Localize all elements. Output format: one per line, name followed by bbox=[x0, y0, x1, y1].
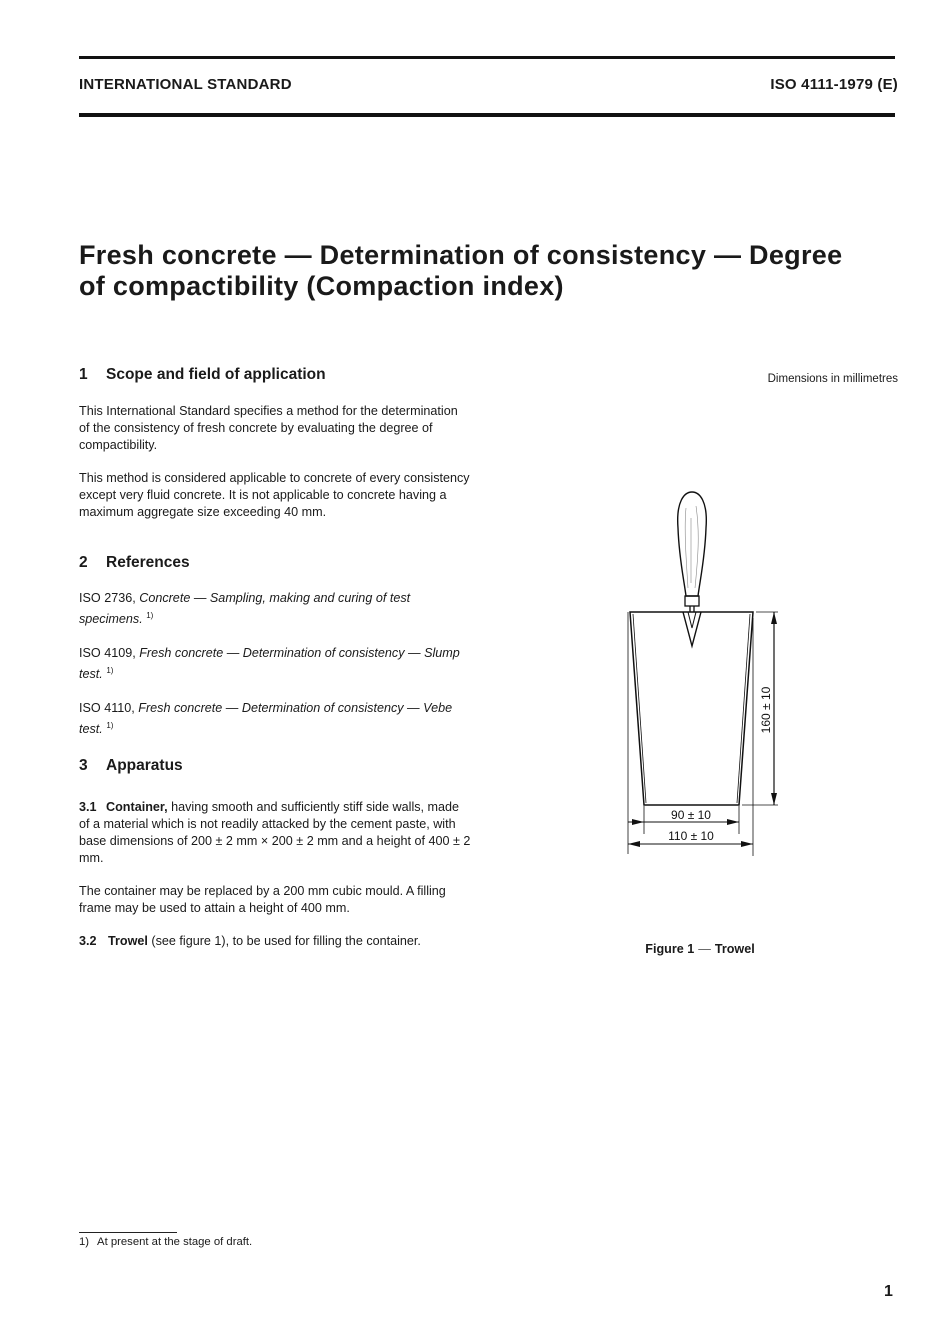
trowel-figure bbox=[618, 488, 778, 858]
footnote-rule bbox=[79, 1232, 177, 1233]
figure-caption-number: Figure 1 bbox=[645, 942, 695, 956]
page-number: 1 bbox=[884, 1283, 893, 1300]
bottom-width-label: 90 ± 10 bbox=[671, 808, 711, 822]
header-right: ISO 4111-1979 (E) bbox=[770, 76, 898, 93]
reference-code: ISO 4109, bbox=[79, 646, 136, 661]
figure-caption bbox=[600, 942, 800, 956]
clause-3-1-text: having smooth and sufficiently stiff side walls, made of a material which is not readily attacked by the cement paste, with base dimensions of 200 ± 2 mm × 200 ± 2 mm and a height of 400 ± 2 mm. bbox=[79, 800, 471, 865]
clause-3-2-term: Trowel bbox=[108, 934, 148, 948]
section-1-heading bbox=[79, 366, 471, 384]
reference-note: 1) bbox=[106, 666, 114, 676]
section-3-title: Apparatus bbox=[106, 757, 183, 774]
header-bottom-rule bbox=[79, 113, 895, 117]
trowel-tang bbox=[683, 612, 701, 646]
trowel-blade bbox=[630, 612, 753, 805]
document-title bbox=[79, 240, 909, 302]
trowel-handle bbox=[678, 492, 707, 596]
section-2 bbox=[79, 554, 471, 739]
reference-code: ISO 2736, bbox=[79, 591, 136, 605]
footnote-mark: 1) bbox=[79, 1236, 90, 1248]
reference-item bbox=[79, 645, 471, 683]
reference-title: Concrete — Sampling, making and curing of test specimens. bbox=[79, 591, 411, 627]
clause-3-1-note: The container may be replaced by a 200 mm cubic mould. A filling frame may be used to attain a height of 400 mm. bbox=[79, 884, 446, 915]
footnote bbox=[79, 1236, 252, 1248]
dimensions-note: Dimensions in millimetres bbox=[767, 373, 898, 385]
section-2-title: References bbox=[106, 554, 190, 571]
reference-item bbox=[79, 700, 471, 738]
reference-code: ISO 4110, bbox=[79, 701, 135, 716]
header-top-rule bbox=[79, 56, 895, 59]
section-1-para-1: This International Standard specifies a method for the determination of the consistency of fresh concrete by evaluating the degree of compactibility. bbox=[79, 404, 458, 452]
title-line-1: Fresh concrete — Determination of consistency — Degree bbox=[79, 240, 843, 270]
clause-3-2-number: 3.2 bbox=[79, 934, 97, 948]
clause-3-1-number: 3.1 bbox=[79, 800, 97, 814]
section-3-heading bbox=[79, 757, 471, 775]
section-1-title: Scope and field of application bbox=[106, 366, 326, 383]
section-2-heading bbox=[79, 554, 471, 572]
trowel-ferrule bbox=[685, 596, 699, 606]
figure-caption-dash: — bbox=[698, 942, 711, 956]
section-2-number: 2 bbox=[79, 554, 88, 571]
section-3 bbox=[79, 757, 471, 950]
reference-note: 1) bbox=[146, 611, 154, 620]
top-width-label: 110 ± 10 bbox=[668, 829, 714, 843]
clause-3-2 bbox=[79, 933, 471, 950]
header-left: INTERNATIONAL STANDARD bbox=[79, 76, 292, 93]
title-line-2: of compactibility (Compaction index) bbox=[79, 271, 564, 301]
section-1-para-2: This method is considered applicable to concrete of every consistency except very fluid concrete. It is not applicable to concrete having a maximum aggregate size exceeding 40 mm. bbox=[79, 471, 470, 519]
height-label: 160 ± 10 bbox=[759, 686, 773, 734]
footnote-text: At present at the stage of draft. bbox=[97, 1236, 253, 1248]
wood-grain bbox=[685, 506, 698, 588]
section-3-number: 3 bbox=[79, 757, 88, 774]
reference-note: 1) bbox=[106, 721, 114, 731]
reference-item bbox=[79, 590, 471, 628]
clause-3-1-term: Container, bbox=[106, 800, 168, 814]
figure-caption-text: Trowel bbox=[714, 942, 755, 956]
clause-3-2-text: (see figure 1), to be used for filling the container. bbox=[151, 934, 421, 948]
clause-3-1 bbox=[79, 799, 471, 867]
section-1-number: 1 bbox=[79, 366, 88, 383]
section-1 bbox=[79, 366, 471, 521]
reference-title: Fresh concrete — Determination of consistency — Slump test. bbox=[79, 646, 460, 682]
reference-title: Fresh concrete — Determination of consistency — Vebe test. bbox=[79, 701, 453, 737]
